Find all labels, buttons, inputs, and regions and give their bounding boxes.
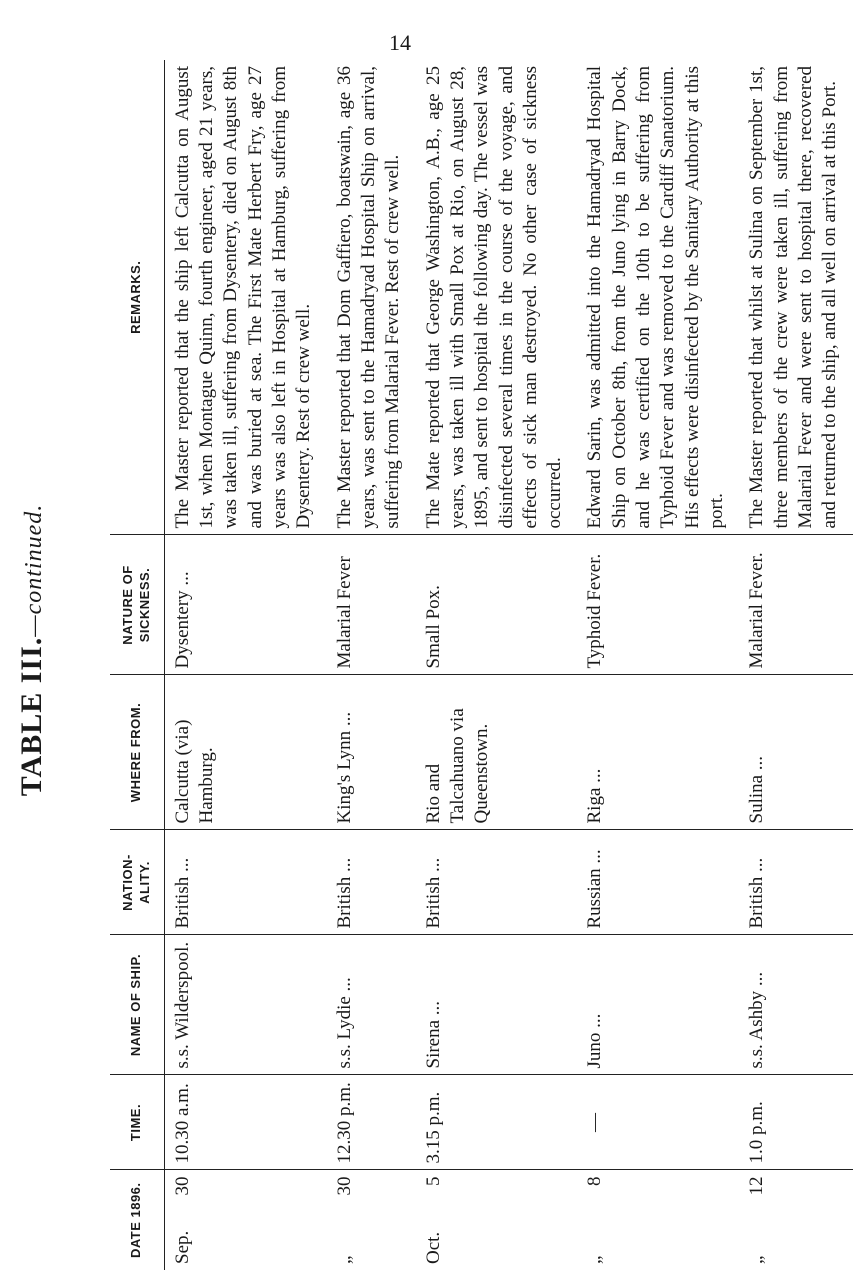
cell-from: Sulina ...: [739, 675, 852, 830]
header-time: TIME.: [110, 1075, 164, 1170]
header-sickness: NATURE OF SICKNESS.: [110, 535, 164, 675]
cell-time: 10.30 a.m.: [164, 1075, 326, 1170]
cell-from: Riga ...: [577, 675, 739, 830]
table-row: [739, 60, 852, 1270]
cell-from: Calcutta (via) Hamburg.: [164, 675, 326, 830]
table-row: [327, 60, 416, 1270]
cell-day: 30: [171, 1176, 193, 1196]
header-remarks: REMARKS.: [110, 60, 164, 535]
cell-nationality: British ...: [327, 830, 416, 935]
table-title-suffix: —continued.: [21, 503, 47, 637]
cell-from: Rio and Talcahuano via Queenstown.: [416, 675, 578, 830]
cell-ship: Juno ...: [577, 935, 739, 1075]
cell-ship: Sirena ...: [416, 935, 578, 1075]
cell-date: [739, 1170, 852, 1270]
cell-date: [327, 1170, 416, 1270]
table-header-row: [110, 60, 164, 1270]
cell-sickness: Malarial Fever: [327, 535, 416, 675]
cell-day: 12: [746, 1176, 768, 1196]
table-row: [416, 60, 578, 1270]
cell-nationality: British ...: [416, 830, 578, 935]
cell-day: 8: [584, 1176, 606, 1186]
page-number: 14: [389, 30, 411, 55]
cell-ship: s.s. Lydie ...: [327, 935, 416, 1075]
table-title-main: TABLE III.: [15, 636, 48, 797]
cell-remarks: The Master reported that the ship left Calcutta on August 1st, when Montague Quinn, fourth engineer, aged 21 years, was taken ill, suffering from Dysentery, died on August 8th and was buried at sea. The First Mate Herbert Fry, age 27 years was also left in Hospital at Hamburg, suffering from Dysentery. Rest of crew well.: [171, 66, 315, 529]
cell-month: Oct.: [422, 1231, 444, 1264]
cell-sickness: Small Pox.: [416, 535, 578, 675]
rotated-table-container: [110, 0, 841, 1270]
cell-remarks: The Master reported that whilst at Sulina on September 1st, three members of the crew were taken ill, suffering from Malarial Fever and were sent to hospital there, recovered and returned to the ship, and all well on arrival at this Port.: [746, 66, 841, 529]
cell-from: King's Lynn ...: [327, 675, 416, 830]
cell-month: „: [333, 1255, 355, 1264]
header-date: DATE 1896.: [110, 1170, 164, 1270]
header-from: WHERE FROM.: [110, 675, 164, 830]
cell-date: [577, 1170, 739, 1270]
cell-ship: s.s. Ashby ...: [739, 935, 852, 1075]
cell-sickness: Typhoid Fever.: [577, 535, 739, 675]
cell-time: 1.0 p.m.: [739, 1075, 852, 1170]
table-row: [164, 60, 326, 1270]
cell-ship: s.s. Wilderspool.: [164, 935, 326, 1075]
cell-remarks: The Master reported that Dom Gaffiero, boatswain, age 36 years, was sent to the Hamadryad Hospital Ship on arrival, suffering from Malarial Fever. Rest of crew well.: [333, 66, 404, 529]
cell-nationality: British ...: [164, 830, 326, 935]
cell-sickness: Dysentery ...: [164, 535, 326, 675]
cell-month: Sep.: [171, 1230, 193, 1264]
cell-time: —: [577, 1075, 739, 1170]
cell-day: 5: [422, 1176, 444, 1186]
cell-remarks: The Mate reported that George Washington, A.B., age 25 years, was taken ill with Small Pox at Rio, on August 28, 1895, and sent to hospital the following day. The vessel was disinfected several times in the course of the voyage, and effects of sick man destroyed. No other case of sickness occurred.: [422, 66, 566, 529]
cell-nationality: British ...: [739, 830, 852, 935]
header-ship: NAME OF SHIP.: [110, 935, 164, 1075]
cell-sickness: Malarial Fever.: [739, 535, 852, 675]
cell-month: „: [584, 1255, 606, 1264]
cell-day: 30: [333, 1176, 355, 1196]
cell-remarks: Edward Sarin, was admitted into the Hamadryad Hospital Ship on October 8th, from the Juno lying in Barry Dock, and he was certified on the 10th to be suffering from Typhoid Fever and was removed to the Cardiff Sanatorium. His effects were disinfected by the Sanitary Authority at this port.: [584, 66, 728, 529]
cell-nationality: Russian ...: [577, 830, 739, 935]
cell-time: 12.30 p.m.: [327, 1075, 416, 1170]
cell-date: [164, 1170, 326, 1270]
cell-date: [416, 1170, 578, 1270]
table-row: [577, 60, 739, 1270]
header-nationality: NATION-ALITY.: [110, 830, 164, 935]
cell-time: 3.15 p.m.: [416, 1075, 578, 1170]
cell-month: „: [746, 1255, 768, 1264]
ships-table: [110, 60, 853, 1270]
